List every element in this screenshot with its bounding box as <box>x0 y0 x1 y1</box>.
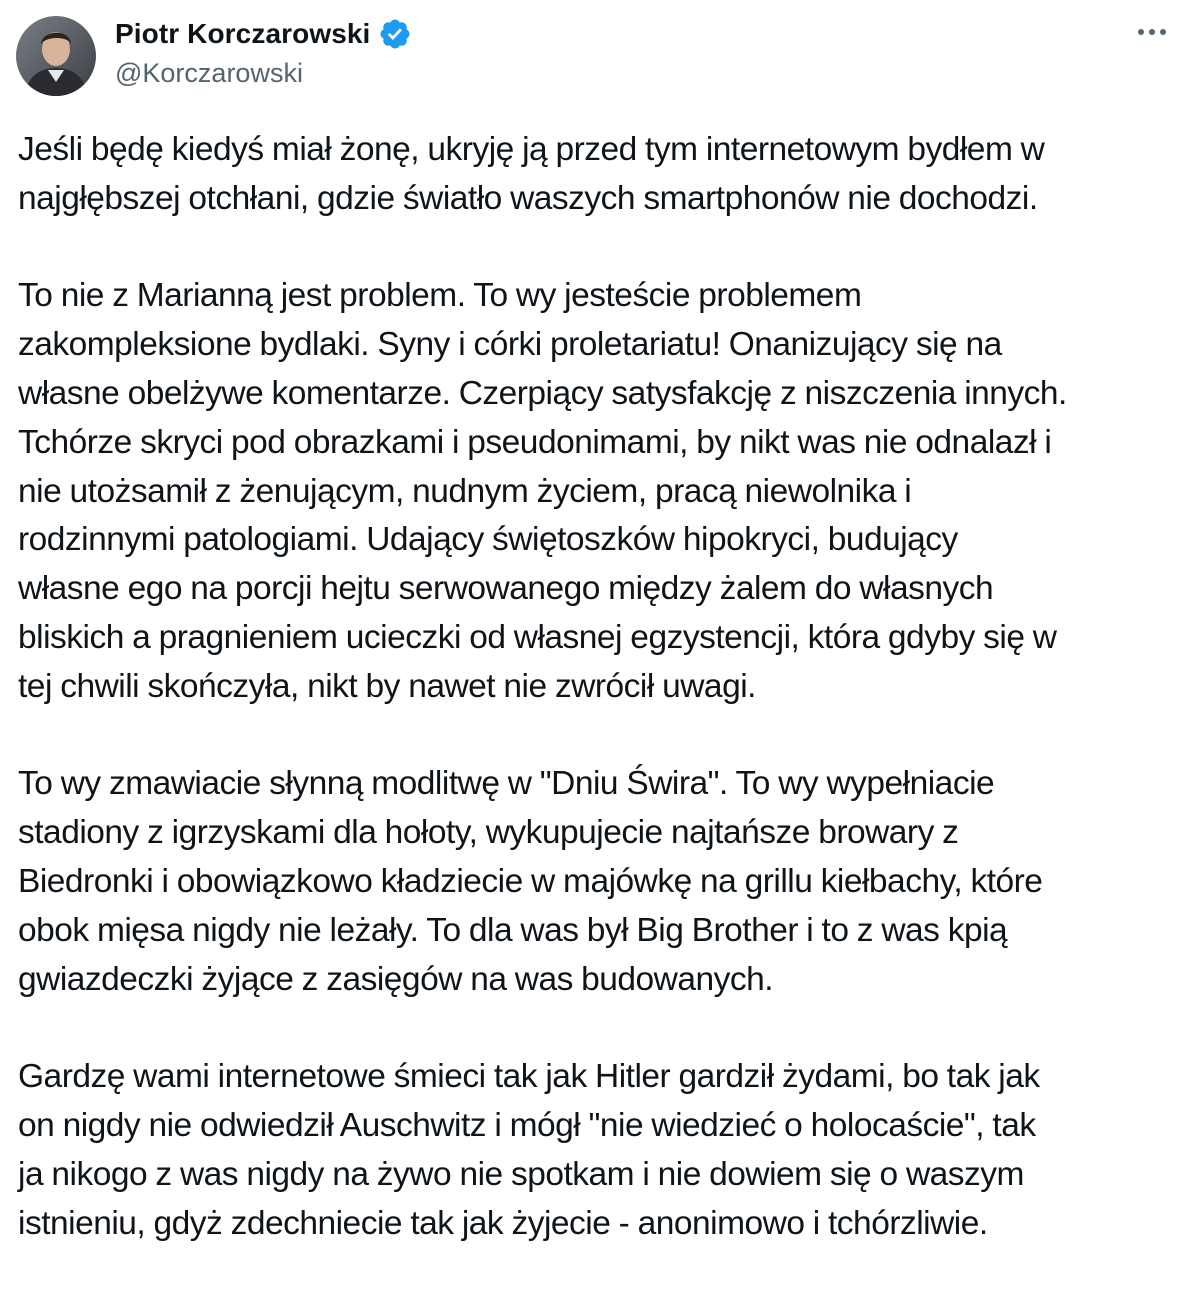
tweet-text-line: Jeśli będę kiedyś miał żonę, ukryję ją przed tym internetowym bydłem w <box>18 131 1045 168</box>
author-info <box>115 14 412 89</box>
tweet-text <box>18 126 1168 1297</box>
verified-badge-icon[interactable] <box>378 17 412 51</box>
tweet-text-line: gwiazdeczki żyjące z zasięgów na was budowanych. <box>18 960 774 998</box>
tweet-paragraph <box>18 272 1168 711</box>
author-display-name[interactable]: Piotr Korczarowski <box>115 18 371 49</box>
tweet-text-line: bliskich a pragnieniem ucieczki od własnej egzystencji, która gdyby się w <box>18 618 1057 656</box>
tweet-paragraph <box>18 126 1168 224</box>
tweet-text-line: obok mięsa nigdy nie leżały. To dla was był Big Brother i to z was kpią <box>18 911 1008 949</box>
tweet-text-line: najgłębszej otchłani, gdzie światło waszych smartphonów nie dochodzi. <box>18 179 1038 217</box>
tweet-text-line: stadiony z igrzyskami dla hołoty, wykupujecie najtańsze browary z <box>18 814 959 852</box>
tweet-text-line: nie utożsamił z żenującym, nudnym życiem, pracą niewolnika i <box>18 472 912 510</box>
tweet-text-line: tej chwili skończyła, nikt by nawet nie zwrócił uwagi. <box>18 667 756 705</box>
tweet-text-line: Gardzę wami internetowe śmieci tak jak Hitler gardził żydami, bo tak jak <box>18 1058 1040 1096</box>
tweet-text-line: własne obelżywe komentarze. Czerpiący satysfakcję z niszczenia innych. <box>18 374 1067 412</box>
tweet-paragraph <box>18 760 1168 1004</box>
avatar[interactable] <box>16 16 96 96</box>
tweet-text-line: rodzinnymi patologiami. Udający świętoszków hipokryci, budujący <box>18 521 958 559</box>
more-horizontal-icon[interactable] <box>1132 20 1172 44</box>
tweet-text-line: ja nikogo z was nigdy na żywo nie spotkam i nie dowiem się o waszym <box>18 1155 1024 1193</box>
tweet-text-line: on nigdy nie odwiedził Auschwitz i mógł "nie wiedzieć o holocaście", tak <box>18 1106 1036 1144</box>
tweet-text-line: Tchórze skryci pod obrazkami i pseudonimami, by nikt was nie odnalazł i <box>18 423 1052 461</box>
tweet-text-line: To wy zmawiacie słynną modlitwę w "Dniu Świra". To wy wypełniacie <box>18 765 995 803</box>
tweet-text-line: To nie z Marianną jest problem. To wy jesteście problemem <box>18 277 862 315</box>
author-handle[interactable]: @Korczarowski <box>115 58 303 88</box>
author-name-row <box>115 14 412 54</box>
tweet-text-line: istnieniu, gdyż zdechniecie tak jak żyjecie - anonimowo i tchórzliwie. <box>18 1204 988 1242</box>
avatar-photo <box>16 16 96 96</box>
tweet-text-line: Biedronki i obowiązkowo kładziecie w majówkę na grillu kiełbachy, które <box>18 862 1043 900</box>
tweet-header <box>16 14 1166 98</box>
tweet-text-line: zakompleksione bydlaki. Syny i córki proletariatu! Onanizujący się na <box>18 326 1002 364</box>
tweet-text-line: własne ego na porcji hejtu serwowanego między żalem do własnych <box>18 570 994 608</box>
tweet-paragraph <box>18 1053 1168 1248</box>
